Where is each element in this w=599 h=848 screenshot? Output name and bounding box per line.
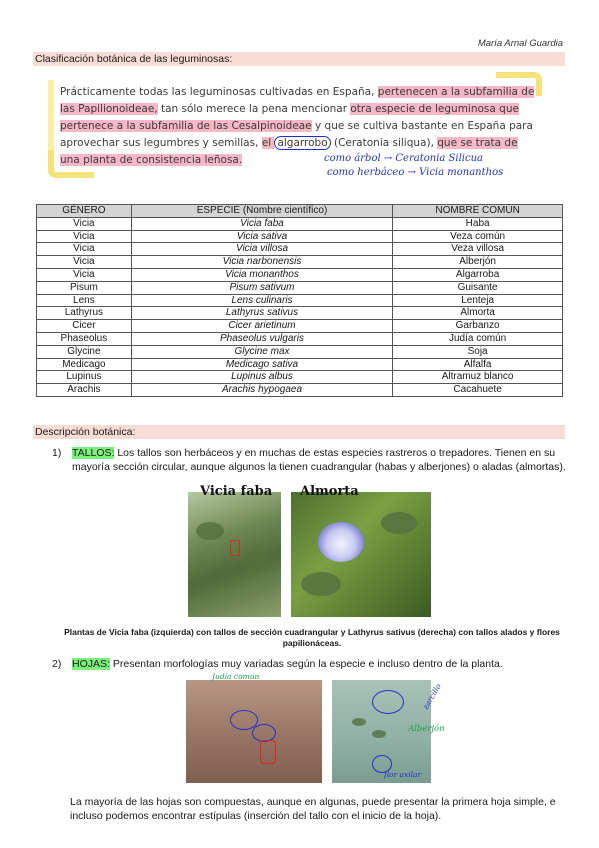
handwritten-note-flower: flor axilar: [384, 770, 422, 779]
table-row: [37, 307, 563, 320]
table-row: [37, 384, 563, 397]
cell-genus: Glycine: [37, 345, 132, 358]
legume-species-table: [36, 204, 563, 397]
cell-genus: Lathyrus: [37, 307, 132, 320]
photo-caption: Plantas de Vicia faba (izquierda) con tallos de sección cuadrangular y Lathyrus sativus (derecha) con tallos alados y flores papilionáceas.: [64, 627, 560, 648]
leaves-paragraph: La mayoría de las hojas son compuestas, aunque en algunas, puede presentar la primera hoja simple, e incluso podemos encontrar estípulas (inserción del tallo con el inicio de la hoja).: [70, 796, 556, 822]
table-row: [37, 230, 563, 243]
cell-common-name: Algarroba: [393, 268, 563, 281]
cell-species: Vicia faba: [131, 217, 392, 230]
cell-genus: Phaseolus: [37, 332, 132, 345]
photo-label-right: Almorta: [300, 484, 359, 499]
cell-genus: Pisum: [37, 281, 132, 294]
quote-part: (Ceratonia siliqua),: [330, 137, 438, 149]
cell-species: Vicia sativa: [131, 230, 392, 243]
cell-common-name: Cacahuete: [393, 384, 563, 397]
cell-species: Vicia monanthos: [131, 268, 392, 281]
table-row: [37, 358, 563, 371]
cell-genus: Cicer: [37, 320, 132, 333]
blue-circle-marker: [372, 690, 404, 714]
cell-genus: Lens: [37, 294, 132, 307]
quote-part: y que se cultiva bastante en España para aprovechar sus legumbres y semillas,: [60, 120, 533, 149]
cell-common-name: Alberjón: [393, 256, 563, 269]
cell-species: Arachis hypogaea: [131, 384, 392, 397]
header-species: ESPECIE (Nombre científico): [131, 205, 392, 218]
photo-label-left: Vicia faba: [200, 484, 273, 499]
cell-genus: Vicia: [37, 217, 132, 230]
cell-genus: Medicago: [37, 358, 132, 371]
table-row: [37, 243, 563, 256]
red-box-marker: [230, 540, 240, 556]
quote-highlight: que se trata de una planta de consistencia leñosa.: [60, 137, 518, 166]
photo-vicia-faba: [188, 492, 281, 617]
cell-common-name: Alfalfa: [393, 358, 563, 371]
term-label: HOJAS:: [72, 658, 110, 670]
cell-genus: Vicia: [37, 268, 132, 281]
table-row: [37, 345, 563, 358]
cell-common-name: Haba: [393, 217, 563, 230]
handwritten-note-herb: como herbáceo → Vicia monanthos: [327, 167, 504, 178]
cell-common-name: Veza común: [393, 230, 563, 243]
cell-common-name: Garbanzo: [393, 320, 563, 333]
flower-icon: [318, 522, 364, 562]
cell-genus: Lupinus: [37, 371, 132, 384]
leaf-shape: [352, 718, 366, 726]
cell-species: Vicia villosa: [131, 243, 392, 256]
cell-common-name: Guisante: [393, 281, 563, 294]
cell-common-name: Almorta: [393, 307, 563, 320]
circled-word: algarrobo: [274, 136, 330, 150]
cell-genus: Vicia: [37, 230, 132, 243]
list-item-body: [72, 657, 566, 671]
cell-common-name: Judía común: [393, 332, 563, 345]
header-common-name: NOMBRE COMÚN: [393, 205, 563, 218]
quote-highlight: pertenecen a la subfamilia de las Papilionoideae,: [60, 86, 535, 115]
table-row: [37, 332, 563, 345]
table-row: [37, 281, 563, 294]
section-title-description: Descripción botánica:: [33, 425, 565, 439]
table-row: [37, 371, 563, 384]
section-title-classification: Clasificación botánica de las leguminosas:: [33, 52, 565, 66]
leaf-shape: [372, 730, 386, 738]
cell-species: Pisum sativum: [131, 281, 392, 294]
cell-common-name: Veza villosa: [393, 243, 563, 256]
quote-highlight: otra especie de leguminosa que pertenece a la subfamilia de las Cesalpinoideae: [60, 103, 519, 132]
cell-genus: Arachis: [37, 384, 132, 397]
cell-common-name: Lenteja: [393, 294, 563, 307]
cell-common-name: Altramuz blanco: [393, 371, 563, 384]
photo-bean-leaves: [186, 680, 322, 783]
list-item-text: Presentan morfologías muy variadas según la especie e incluso dentro de la planta.: [109, 658, 503, 670]
leaf-shape: [301, 572, 341, 596]
red-marker: [260, 740, 276, 764]
list-number: 1): [52, 447, 62, 459]
leaf-shape: [381, 512, 417, 534]
cell-genus: Vicia: [37, 243, 132, 256]
header-genus: GÉNERO: [37, 205, 132, 218]
term-label: TALLOS:: [72, 447, 115, 459]
list-number: 2): [52, 658, 62, 670]
table-row: [37, 256, 563, 269]
cell-species: Cicer arietinum: [131, 320, 392, 333]
table-header-row: [37, 205, 563, 218]
table-row: [37, 217, 563, 230]
leaf-shape: [240, 552, 270, 572]
list-item-text: Los tallos son herbáceos y en muchas de estas especies rastreros o trepadores. Tienen en su mayoría sección circular, aunque algunos la tienen cuadrangular (habas y alberjones) o aladas (almortas).: [72, 447, 566, 473]
cell-species: Lathyrus sativus: [131, 307, 392, 320]
cell-species: Medicago sativa: [131, 358, 392, 371]
handwritten-note-alberjon: Alberjón: [408, 724, 445, 734]
author-name: María Arnal Guardia: [477, 38, 563, 49]
cell-common-name: Soja: [393, 345, 563, 358]
cell-species: Glycine max: [131, 345, 392, 358]
cell-species: Lupinus albus: [131, 371, 392, 384]
cell-species: Vicia narbonensis: [131, 256, 392, 269]
table-row: [37, 320, 563, 333]
cell-species: Lens culinaris: [131, 294, 392, 307]
leaf-shape: [196, 522, 224, 540]
photo-almorta: [291, 492, 431, 617]
quote-part: tan sólo merece la pena mencionar: [157, 103, 351, 115]
handwritten-note-tree: como árbol → Ceratonia Silicua: [324, 153, 483, 164]
handwritten-note-tendril: zarcillo: [421, 682, 443, 711]
table-row: [37, 294, 563, 307]
table-row: [37, 268, 563, 281]
quote-part: Prácticamente todas las leguminosas cultivadas en España,: [60, 86, 378, 98]
quote-highlight: el: [261, 137, 275, 149]
highlight-bracket-left: [48, 80, 54, 150]
cell-genus: Vicia: [37, 256, 132, 269]
list-item-body: [72, 446, 566, 474]
cell-species: Phaseolus vulgaris: [131, 332, 392, 345]
handwritten-note-bean: Judía común: [212, 672, 260, 681]
